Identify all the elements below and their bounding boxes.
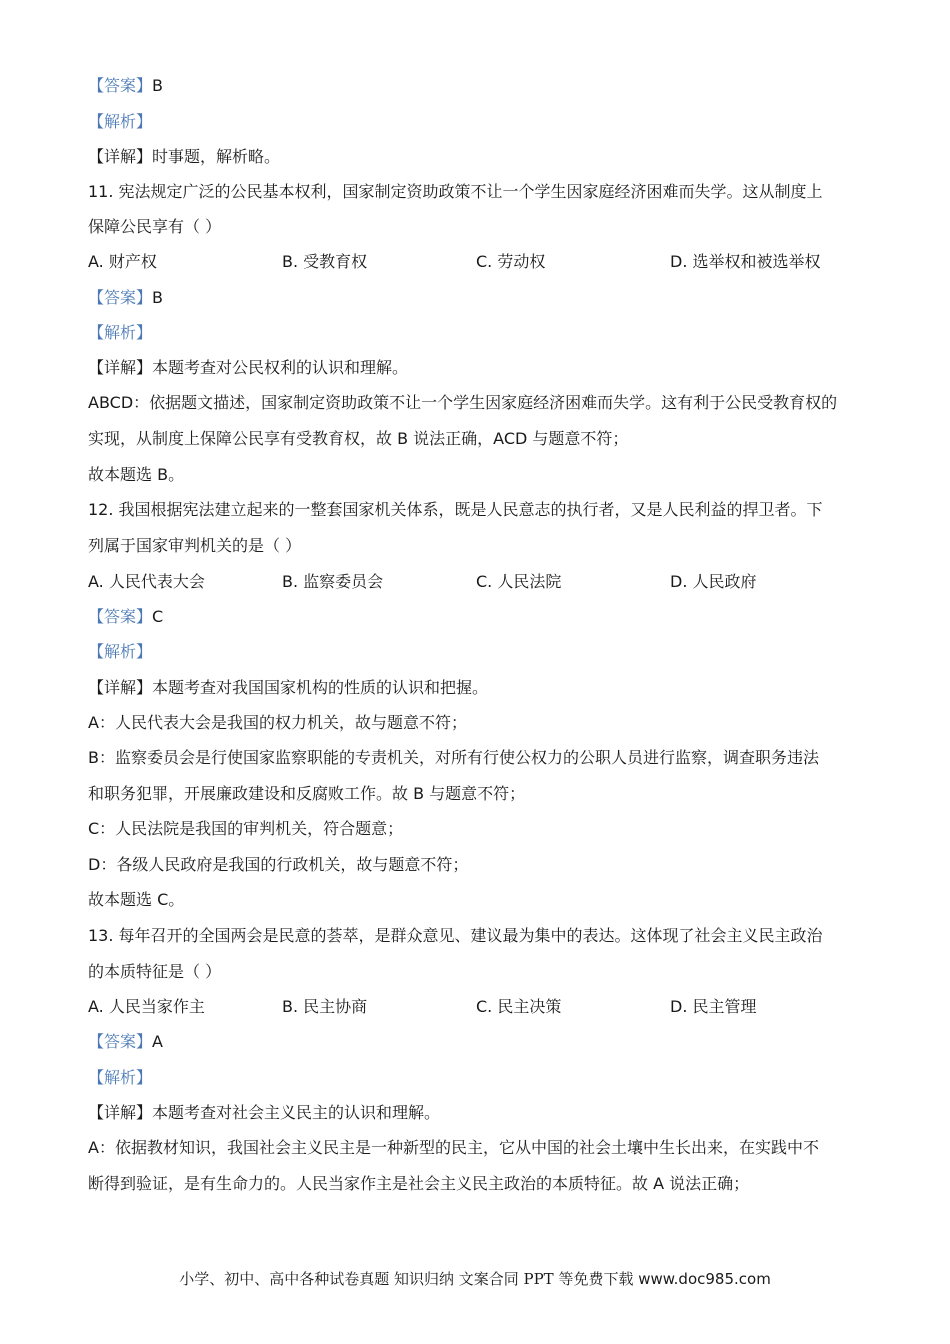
question-13-stem-cont: 的本质特征是（ ）	[88, 962, 222, 981]
answer-value: B	[152, 76, 163, 95]
option-d: D. 人民政府	[670, 572, 757, 591]
answer-tag: 【答案】	[88, 288, 153, 307]
answer-tag: 【答案】	[88, 607, 153, 626]
analysis-tag: 【解析】	[88, 323, 153, 342]
answer-line	[88, 287, 163, 309]
footer-link[interactable]: www.doc985.com	[638, 1270, 771, 1288]
option-c: C. 人民法院	[476, 572, 562, 591]
analysis-tag: 【解析】	[88, 1068, 153, 1087]
answer-value: B	[152, 288, 163, 307]
answer-line	[88, 75, 163, 97]
option-d: D. 民主管理	[670, 997, 757, 1016]
detail-line	[88, 146, 280, 168]
detail-line	[88, 677, 488, 699]
explanation-text: 实现，从制度上保障公民享有受教育权，故 B 说法正确，ACD 与题意不符；	[88, 429, 629, 448]
analysis-tag: 【解析】	[88, 642, 153, 661]
option-c: C. 劳动权	[476, 252, 546, 271]
conclusion-text: 故本题选 C。	[88, 890, 185, 909]
answer-line	[88, 606, 163, 628]
explanation-text: ABCD：依据题文描述，国家制定资助政策不让一个学生因家庭经济困难而失学。这有利于公民受教育权的	[88, 393, 838, 412]
explanation-text: D：各级人民政府是我国的行政机关，故与题意不符；	[88, 855, 469, 874]
explanation-text: A：人民代表大会是我国的权力机关，故与题意不符；	[88, 713, 467, 732]
explanation-text: A：依据教材知识，我国社会主义民主是一种新型的民主，它从中国的社会土壤中生长出来，在实践中不	[88, 1138, 819, 1157]
answer-value: A	[152, 1032, 163, 1051]
question-12-stem-cont: 列属于国家审判机关的是（ ）	[88, 536, 302, 555]
detail-tag: 【详解】	[88, 358, 153, 377]
question-13-stem: 13. 每年召开的全国两会是民意的荟萃，是群众意见、建议最为集中的表达。这体现了社会主义民主政治	[88, 926, 823, 945]
explanation-text: 和职务犯罪，开展廉政建设和反腐败工作。故 B 与题意不符；	[88, 784, 526, 803]
option-c: C. 民主决策	[476, 997, 562, 1016]
answer-tag: 【答案】	[88, 1032, 153, 1051]
option-b: B. 民主协商	[282, 997, 368, 1016]
detail-text: 本题考查对社会主义民主的认识和理解。	[152, 1103, 441, 1122]
option-b: B. 受教育权	[282, 252, 368, 271]
question-11-stem-cont: 保障公民享有（ ）	[88, 217, 222, 236]
option-a: A. 人民代表大会	[88, 572, 205, 591]
option-a: A. 人民当家作主	[88, 997, 205, 1016]
option-b: B. 监察委员会	[282, 572, 384, 591]
conclusion-text: 故本题选 B。	[88, 465, 185, 484]
detail-tag: 【详解】	[88, 1103, 153, 1122]
explanation-text: C：人民法院是我国的审判机关，符合题意；	[88, 819, 404, 838]
detail-tag: 【详解】	[88, 678, 153, 697]
explanation-text: 断得到验证，是有生命力的。人民当家作主是社会主义民主政治的本质特征。故 A 说法正确；	[88, 1174, 750, 1193]
analysis-tag: 【解析】	[88, 112, 153, 131]
detail-tag: 【详解】	[88, 147, 153, 166]
answer-line	[88, 1031, 163, 1053]
explanation-text: B：监察委员会是行使国家监察职能的专责机关，对所有行使公权力的公职人员进行监察，调查职务违法	[88, 748, 819, 767]
page-footer	[0, 1268, 950, 1289]
detail-text: 本题考查对我国国家机构的性质的认识和把握。	[152, 678, 489, 697]
footer-text: 小学、初中、高中各种试卷真题 知识归纳 文案合同 PPT 等免费下载	[179, 1270, 639, 1288]
option-a: A. 财产权	[88, 252, 157, 271]
answer-value: C	[152, 607, 164, 626]
question-11-stem: 11. 宪法规定广泛的公民基本权利，国家制定资助政策不让一个学生因家庭经济困难而失学。这从制度上	[88, 182, 823, 201]
option-d: D. 选举权和被选举权	[670, 252, 821, 271]
detail-text: 时事题，解析略。	[152, 147, 281, 166]
detail-line	[88, 1102, 440, 1124]
question-12-stem: 12. 我国根据宪法建立起来的一整套国家机关体系，既是人民意志的执行者，又是人民利益的捍卫者。下	[88, 500, 823, 519]
answer-tag: 【答案】	[88, 76, 153, 95]
detail-line	[88, 357, 408, 379]
detail-text: 本题考查对公民权利的认识和理解。	[152, 358, 409, 377]
